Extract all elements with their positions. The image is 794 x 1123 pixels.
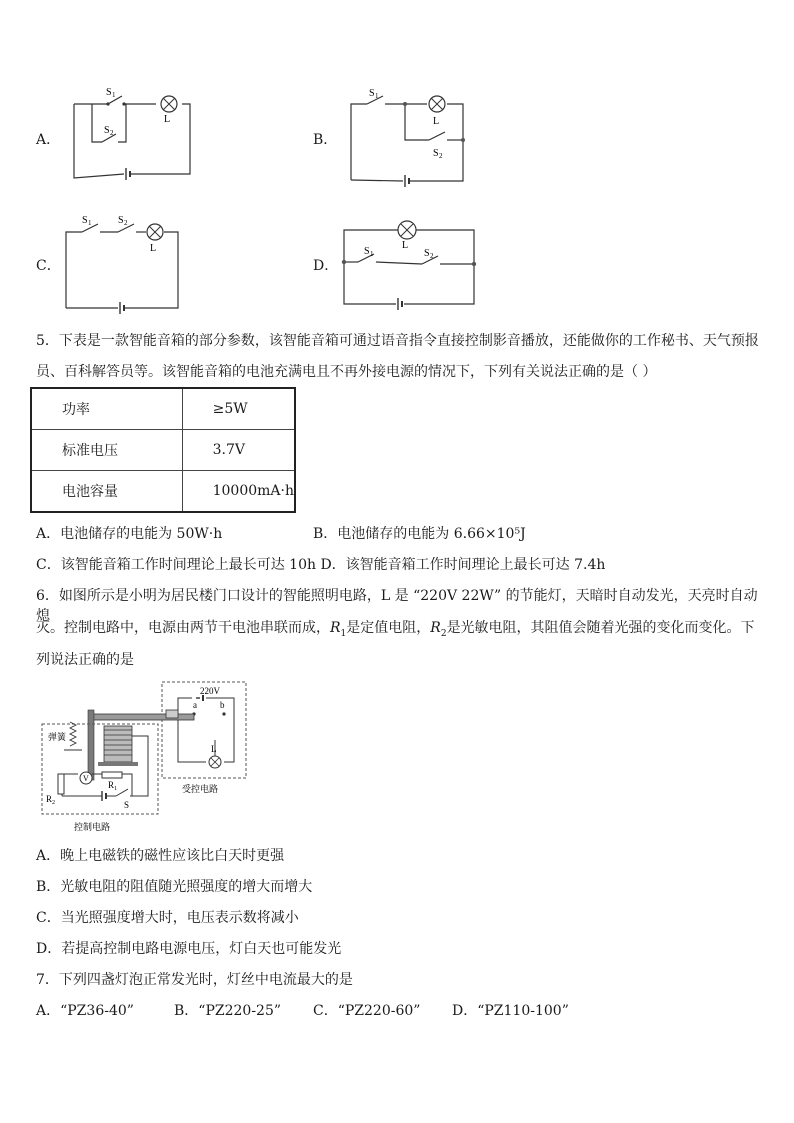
q6-text-part: 是光敏电阻，其阻值会随着光强的变化而变化。下 — [446, 620, 755, 636]
q4-circuit-a — [66, 82, 196, 187]
r1-label: R — [108, 780, 115, 790]
q7-question: 7．下列四盏灯泡正常发光时，灯丝中电流最大的是 — [36, 972, 353, 988]
q6-question-line1: 6．如图所示是小明为居民楼门口设计的智能照明电路，L 是 “220V 22W” 的节能灯，天暗时自动发光，天亮时自动熄 — [36, 588, 758, 624]
svg-text:S: S — [82, 215, 88, 226]
lamp-label: L — [211, 744, 217, 754]
svg-text:L: L — [433, 116, 440, 127]
q4-option-c-label: C． — [36, 258, 61, 274]
control-circuit-label: 控制电路 — [74, 822, 111, 832]
table-cell-value: ≥5W — [182, 388, 295, 430]
table-cell-key: 功率 — [31, 388, 182, 430]
table-cell-value: 3.7V — [182, 430, 295, 471]
r2-subscript: 2 — [440, 628, 447, 639]
svg-text:S: S — [118, 215, 124, 226]
svg-text:1: 1 — [88, 219, 92, 227]
r1-subscript: 1 — [340, 628, 347, 639]
svg-text:1: 1 — [112, 91, 116, 99]
q4-option-b-label: B． — [313, 132, 338, 148]
q6-option-a: A．晚上电磁铁的磁性应该比白天时更强 — [36, 848, 285, 864]
svg-text:2: 2 — [430, 252, 434, 260]
table-row — [31, 471, 295, 513]
svg-text:L: L — [402, 240, 409, 251]
q5-option-a: A．电池储存的电能为 50W·h — [36, 526, 223, 542]
q5-option-cd: C．该智能音箱工作时间理论上最长可达 10h D．该智能音箱工作时间理论上最长可达 7.4h — [36, 557, 606, 573]
svg-text:2: 2 — [124, 219, 128, 227]
q6-option-c: C．当光照强度增大时，电压表示数将减小 — [36, 910, 299, 926]
table-cell-key: 电池容量 — [31, 471, 182, 513]
q6-option-d: D．若提高控制电路电源电压，灯白天也可能发光 — [36, 941, 342, 957]
q4-option-a-label: A． — [36, 132, 61, 148]
r1-label-subscript: 1 — [114, 786, 117, 792]
r2-symbol: R — [430, 620, 441, 636]
voltage-label: 220V — [200, 686, 220, 696]
q4-circuit-c — [60, 210, 190, 315]
contact-b-label: b — [220, 700, 225, 710]
q4-option-d-label: D． — [313, 258, 339, 274]
q6-text-part: 灭。控制电路中，电源由两节干电池串联而成， — [36, 620, 330, 636]
q4-circuit-b — [345, 84, 470, 189]
q6-question-line2 — [36, 618, 776, 644]
r1-symbol: R — [330, 620, 341, 636]
switch-label: S — [124, 800, 130, 810]
q7-option-d: D．“PZ110-100” — [452, 1003, 569, 1019]
svg-text:2: 2 — [439, 152, 443, 160]
q6-question-line3: 列说法正确的是 — [36, 652, 134, 668]
q6-text-part: 是定值电阻， — [346, 620, 431, 636]
q7-option-a: A．“PZ36-40” — [36, 1003, 134, 1019]
contact-a-label: a — [193, 700, 197, 710]
svg-text:S: S — [424, 248, 430, 259]
table-row — [31, 388, 295, 430]
q5-option-b: B．电池储存的电能为 6.66×10⁵J — [313, 526, 526, 542]
voltmeter-label: V — [83, 774, 89, 783]
q5-question-line1: 5．下表是一款智能音箱的部分参数，该智能音箱可通过语音指令直接控制影音播放，还能做你的工作秘书、天气预报 — [36, 333, 759, 349]
q7-option-c: C．“PZ220-60” — [313, 1003, 421, 1019]
spring-label: 弹簧 — [48, 732, 67, 742]
q6-relay-circuit-figure — [38, 680, 250, 835]
q6-option-b: B．光敏电阻的阻值随光照强度的增大而增大 — [36, 879, 313, 895]
svg-text:S: S — [364, 246, 370, 257]
table-cell-value: 10000mA·h — [182, 471, 295, 513]
table-cell-key: 标准电压 — [31, 430, 182, 471]
controlled-circuit-label: 受控电路 — [182, 784, 219, 794]
r2-label-subscript: 2 — [52, 800, 55, 806]
svg-text:S: S — [369, 88, 375, 99]
svg-text:1: 1 — [375, 92, 379, 100]
q5-question-line2: 员、百科解答员等。该智能音箱的电池充满电且不再外接电源的情况下，下列有关说法正确的是（ ） — [36, 364, 657, 380]
q7-option-b: B．“PZ220-25” — [174, 1003, 282, 1019]
table-row — [31, 430, 295, 471]
q5-parameter-table — [30, 387, 296, 513]
svg-text:2: 2 — [110, 129, 114, 137]
svg-text:L: L — [150, 243, 157, 254]
q4-circuit-d — [338, 208, 483, 313]
q4a-lamp-label: L — [164, 114, 171, 125]
q4a-s1-label: S — [106, 87, 112, 98]
q4a-s2-label: S — [104, 125, 110, 136]
svg-text:S: S — [433, 148, 439, 159]
svg-text:1: 1 — [370, 250, 374, 258]
r2-label: R — [46, 794, 53, 804]
